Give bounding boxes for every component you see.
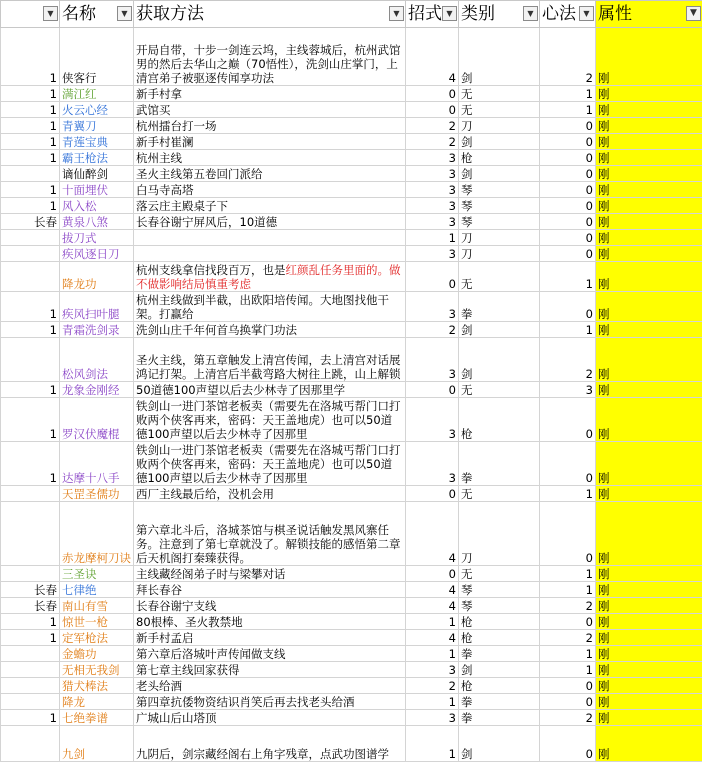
cell-col-a[interactable]: 1 <box>1 182 60 198</box>
cell-moves[interactable]: 3 <box>406 150 459 166</box>
table-row <box>1 292 702 322</box>
cell-method[interactable]: 西厂主线最后给，没机会用 <box>134 486 406 502</box>
cell-name[interactable]: 金蟾功 <box>60 646 134 662</box>
table-row <box>1 630 702 646</box>
cell-col-a[interactable]: 1 <box>1 102 60 118</box>
cell-moves[interactable]: 3 <box>406 710 459 726</box>
cell-heart[interactable]: 0 <box>540 166 596 182</box>
cell-method[interactable]: 武馆买 <box>134 102 406 118</box>
table-row <box>1 614 702 630</box>
table-row <box>1 262 702 292</box>
cell-attr[interactable]: 刚 <box>596 694 702 710</box>
cell-heart[interactable]: 0 <box>540 182 596 198</box>
cell-col-a[interactable] <box>1 726 60 762</box>
cell-heart[interactable]: 1 <box>540 582 596 598</box>
cell-heart[interactable]: 2 <box>540 710 596 726</box>
cell-col-a[interactable]: 长春 <box>1 582 60 598</box>
cell-heart[interactable]: 2 <box>540 598 596 614</box>
cell-col-a[interactable] <box>1 694 60 710</box>
cell-name[interactable]: 七律绝 <box>60 582 134 598</box>
cell-attr[interactable]: 刚 <box>596 630 702 646</box>
filter-dropdown-icon[interactable]: ▼ <box>442 6 457 21</box>
table-row <box>1 230 702 246</box>
cell-attr[interactable]: 刚 <box>596 614 702 630</box>
cell-method[interactable] <box>134 246 406 262</box>
cell-attr[interactable]: 刚 <box>596 166 702 182</box>
cell-name[interactable]: 七绝拳谱 <box>60 710 134 726</box>
cell-heart[interactable]: 2 <box>540 28 596 86</box>
cell-category[interactable]: 拳 <box>459 710 540 726</box>
cell-method[interactable]: 长春谷谢宁屏风后，10道德 <box>134 214 406 230</box>
cell-category[interactable]: 枪 <box>459 150 540 166</box>
cell-heart[interactable]: 1 <box>540 86 596 102</box>
filter-dropdown-icon[interactable]: ▼ <box>43 6 58 21</box>
cell-category[interactable]: 刀 <box>459 502 540 566</box>
cell-method[interactable]: 老头给酒 <box>134 678 406 694</box>
cell-method[interactable]: 新手村孟启 <box>134 630 406 646</box>
cell-method[interactable]: 长春谷谢宁支线 <box>134 598 406 614</box>
cell-col-a[interactable] <box>1 262 60 292</box>
cell-attr[interactable]: 刚 <box>596 230 702 246</box>
cell-col-a[interactable]: 1 <box>1 86 60 102</box>
cell-attr[interactable]: 刚 <box>596 726 702 762</box>
column-header-attr[interactable] <box>596 1 702 28</box>
cell-category[interactable]: 刀 <box>459 230 540 246</box>
cell-col-a[interactable]: 1 <box>1 442 60 486</box>
cell-method[interactable] <box>134 230 406 246</box>
cell-category[interactable]: 刀 <box>459 246 540 262</box>
cell-moves[interactable]: 1 <box>406 230 459 246</box>
column-header-label: 招式 <box>408 4 442 24</box>
cell-name[interactable]: 青翼刀 <box>60 118 134 134</box>
table-row <box>1 582 702 598</box>
cell-name[interactable]: 天罡圣儒功 <box>60 486 134 502</box>
cell-moves[interactable]: 3 <box>406 338 459 382</box>
cell-name[interactable]: 龙象金刚经 <box>60 382 134 398</box>
cell-attr[interactable]: 刚 <box>596 322 702 338</box>
table-row <box>1 28 702 86</box>
cell-method[interactable]: 50道德100声望以后去少林寺了因那里学 <box>134 382 406 398</box>
filter-dropdown-icon[interactable]: ▼ <box>523 6 538 21</box>
filter-dropdown-icon[interactable]: ▼ <box>389 6 404 21</box>
cell-category[interactable]: 拳 <box>459 646 540 662</box>
table-row <box>1 322 702 338</box>
cell-category[interactable]: 拳 <box>459 292 540 322</box>
table-row <box>1 118 702 134</box>
cell-method[interactable]: 第七章主线回家获得 <box>134 662 406 678</box>
cell-attr[interactable]: 刚 <box>596 566 702 582</box>
cell-name[interactable]: 霸王枪法 <box>60 150 134 166</box>
table-row <box>1 662 702 678</box>
cell-moves[interactable]: 4 <box>406 582 459 598</box>
cell-method[interactable]: 主线藏经阁弟子时与梁攀对话 <box>134 566 406 582</box>
cell-attr[interactable]: 刚 <box>596 292 702 322</box>
cell-method[interactable]: 拜长春谷 <box>134 582 406 598</box>
cell-category[interactable]: 剑 <box>459 134 540 150</box>
cell-moves[interactable]: 3 <box>406 662 459 678</box>
cell-attr[interactable]: 刚 <box>596 198 702 214</box>
column-header-method[interactable] <box>134 1 406 28</box>
cell-col-a[interactable] <box>1 246 60 262</box>
cell-col-a[interactable]: 1 <box>1 322 60 338</box>
cell-category[interactable]: 剑 <box>459 322 540 338</box>
cell-moves[interactable]: 3 <box>406 292 459 322</box>
cell-attr[interactable]: 刚 <box>596 502 702 566</box>
table-row <box>1 486 702 502</box>
cell-name[interactable]: 火云心经 <box>60 102 134 118</box>
cell-attr[interactable]: 刚 <box>596 338 702 382</box>
cell-attr[interactable]: 刚 <box>596 646 702 662</box>
table-row <box>1 694 702 710</box>
cell-category[interactable]: 拳 <box>459 442 540 486</box>
filter-dropdown-icon[interactable]: ▼ <box>117 6 132 21</box>
cell-heart[interactable]: 0 <box>540 150 596 166</box>
table-body <box>1 28 702 762</box>
cell-col-a[interactable]: 长春 <box>1 598 60 614</box>
column-header-label: 属性 <box>598 4 632 24</box>
table-row <box>1 166 702 182</box>
cell-col-a[interactable] <box>1 230 60 246</box>
cell-attr[interactable]: 刚 <box>596 182 702 198</box>
cell-category[interactable]: 刀 <box>459 118 540 134</box>
cell-category[interactable]: 枪 <box>459 614 540 630</box>
cell-name[interactable]: 达摩十八手 <box>60 442 134 486</box>
cell-category[interactable]: 琴 <box>459 214 540 230</box>
table-row <box>1 502 702 566</box>
cell-category[interactable]: 琴 <box>459 182 540 198</box>
cell-attr[interactable]: 刚 <box>596 662 702 678</box>
cell-heart[interactable]: 1 <box>540 566 596 582</box>
cell-category[interactable]: 枪 <box>459 630 540 646</box>
cell-name[interactable]: 青霜洗剑录 <box>60 322 134 338</box>
cell-moves[interactable]: 3 <box>406 198 459 214</box>
cell-moves[interactable]: 3 <box>406 182 459 198</box>
cell-heart[interactable]: 0 <box>540 134 596 150</box>
cell-method[interactable]: 80根棒、圣火教禁地 <box>134 614 406 630</box>
cell-method[interactable]: 杭州主线做到半截，出欧阳培传闻。大地图找他干架。打赢给 <box>134 292 406 322</box>
cell-attr[interactable]: 刚 <box>596 86 702 102</box>
table-row <box>1 134 702 150</box>
column-header-label: 类别 <box>461 4 495 24</box>
cell-heart[interactable]: 0 <box>540 398 596 442</box>
cell-attr[interactable]: 刚 <box>596 582 702 598</box>
column-header-heart[interactable] <box>540 1 596 28</box>
cell-col-a[interactable] <box>1 486 60 502</box>
cell-attr[interactable]: 刚 <box>596 442 702 486</box>
cell-col-a[interactable] <box>1 166 60 182</box>
cell-attr[interactable]: 刚 <box>596 246 702 262</box>
cell-col-a[interactable]: 1 <box>1 150 60 166</box>
cell-method[interactable]: 圣火主线，第五章触发上清宫传闻，去上清宫对话展鸿记打架。上清宫后半截弯路大树往上跳，山上解锁 <box>134 338 406 382</box>
cell-category[interactable]: 无 <box>459 86 540 102</box>
cell-name[interactable]: 黄泉八煞 <box>60 214 134 230</box>
cell-method[interactable]: 圣火主线第五卷回门派给 <box>134 166 406 182</box>
cell-method[interactable]: 铁剑山一进门茶馆老板卖（需要先在洛城丐帮门口打败两个侠客再来，密码：天王盖地虎）也可以50道德100声望以后去少林寺了因那里 <box>134 398 406 442</box>
cell-heart[interactable]: 0 <box>540 678 596 694</box>
cell-attr[interactable]: 刚 <box>596 102 702 118</box>
cell-method[interactable]: 新手村拿 <box>134 86 406 102</box>
cell-attr[interactable]: 刚 <box>596 382 702 398</box>
cell-heart[interactable]: 0 <box>540 694 596 710</box>
cell-col-a[interactable]: 1 <box>1 614 60 630</box>
cell-attr[interactable]: 刚 <box>596 134 702 150</box>
cell-moves[interactable]: 4 <box>406 598 459 614</box>
table-row <box>1 150 702 166</box>
table-row <box>1 398 702 442</box>
cell-moves[interactable]: 0 <box>406 102 459 118</box>
cell-moves[interactable]: 1 <box>406 726 459 762</box>
cell-name[interactable]: 疾风逐日刀 <box>60 246 134 262</box>
cell-category[interactable]: 枪 <box>459 398 540 442</box>
cell-heart[interactable]: 1 <box>540 102 596 118</box>
cell-name[interactable]: 三圣诀 <box>60 566 134 582</box>
method-text-part: 杭州支线拿信找段百万，也是 <box>136 263 286 277</box>
cell-name[interactable]: 九剑 <box>60 726 134 762</box>
filter-active-icon[interactable]: ▼ <box>686 6 701 21</box>
cell-method[interactable]: 第六章后洛城叶声传闻做支线 <box>134 646 406 662</box>
cell-moves[interactable]: 3 <box>406 166 459 182</box>
cell-category[interactable]: 无 <box>459 566 540 582</box>
table-row <box>1 102 702 118</box>
cell-col-a[interactable]: 1 <box>1 710 60 726</box>
table-row <box>1 566 702 582</box>
cell-heart[interactable]: 0 <box>540 118 596 134</box>
cell-col-a[interactable] <box>1 566 60 582</box>
cell-name[interactable]: 侠客行 <box>60 28 134 86</box>
cell-attr[interactable]: 刚 <box>596 486 702 502</box>
cell-method[interactable]: 新手村崔澜 <box>134 134 406 150</box>
cell-method[interactable] <box>134 262 406 292</box>
table-row <box>1 442 702 486</box>
cell-heart[interactable]: 0 <box>540 442 596 486</box>
cell-col-a[interactable] <box>1 678 60 694</box>
cell-method[interactable]: 开局自带，十步一剑连云坞，主线蓉城后，杭州武馆男的然后去华山之巅（70悟性），洗剑山庄掌门，上清宫弟子被驱逐传闻享功法 <box>134 28 406 86</box>
cell-category[interactable]: 拳 <box>459 694 540 710</box>
cell-moves[interactable]: 1 <box>406 646 459 662</box>
cell-heart[interactable]: 1 <box>540 322 596 338</box>
cell-moves[interactable]: 3 <box>406 214 459 230</box>
cell-moves[interactable]: 0 <box>406 86 459 102</box>
cell-moves[interactable]: 4 <box>406 502 459 566</box>
cell-col-a[interactable] <box>1 502 60 566</box>
cell-moves[interactable]: 2 <box>406 118 459 134</box>
cell-method[interactable]: 杭州擂台打一场 <box>134 118 406 134</box>
cell-method[interactable]: 第四章抗倭物资结识肖笑后再去找老头给酒 <box>134 694 406 710</box>
cell-name[interactable]: 谪仙醉剑 <box>60 166 134 182</box>
cell-method[interactable]: 洗剑山庄千年何首乌换掌门功法 <box>134 322 406 338</box>
cell-attr[interactable]: 刚 <box>596 262 702 292</box>
cell-heart[interactable]: 1 <box>540 486 596 502</box>
cell-moves[interactable]: 2 <box>406 322 459 338</box>
header-row <box>1 1 702 28</box>
column-header-label: 名称 <box>62 4 96 24</box>
cell-col-a[interactable]: 1 <box>1 118 60 134</box>
cell-col-a[interactable]: 1 <box>1 382 60 398</box>
cell-name[interactable]: 猎犬棒法 <box>60 678 134 694</box>
cell-heart[interactable]: 1 <box>540 646 596 662</box>
cell-category[interactable]: 剑 <box>459 338 540 382</box>
cell-category[interactable]: 枪 <box>459 678 540 694</box>
cell-col-a[interactable] <box>1 662 60 678</box>
cell-col-a[interactable]: 1 <box>1 198 60 214</box>
filter-dropdown-icon[interactable]: ▼ <box>579 6 594 21</box>
column-header-col_a[interactable] <box>1 1 60 28</box>
cell-col-a[interactable]: 1 <box>1 630 60 646</box>
cell-category[interactable]: 琴 <box>459 582 540 598</box>
cell-col-a[interactable]: 1 <box>1 398 60 442</box>
method-text-part: 红颜乱任务里面的。做不做影响结局慎重考虑 <box>136 263 401 291</box>
table-row <box>1 246 702 262</box>
cell-name[interactable]: 无相无我剑 <box>60 662 134 678</box>
cell-method[interactable]: 九阴后，剑宗藏经阁右上角字残章，点武功图谱学 <box>134 726 406 762</box>
cell-name[interactable]: 惊世一枪 <box>60 614 134 630</box>
cell-moves[interactable]: 1 <box>406 614 459 630</box>
column-header-category[interactable] <box>459 1 540 28</box>
cell-name[interactable]: 罗汉伏魔棍 <box>60 398 134 442</box>
cell-method[interactable]: 白马寺高塔 <box>134 182 406 198</box>
cell-heart[interactable]: 2 <box>540 630 596 646</box>
cell-moves[interactable]: 0 <box>406 262 459 292</box>
table-row <box>1 338 702 382</box>
cell-col-a[interactable]: 1 <box>1 292 60 322</box>
cell-method[interactable]: 第六章北斗后，洛城茶馆与棋圣说话触发黑风寨任务。注意到了第七章就没了。解锁技能的感悟第二章后天机阁打秦臻获得。 <box>134 502 406 566</box>
cell-attr[interactable]: 刚 <box>596 710 702 726</box>
cell-name[interactable]: 青莲宝典 <box>60 134 134 150</box>
cell-method[interactable]: 广城山后山塔顶 <box>134 710 406 726</box>
column-header-label: 获取方法 <box>136 4 204 24</box>
cell-col-a[interactable]: 长春 <box>1 214 60 230</box>
cell-category[interactable]: 无 <box>459 382 540 398</box>
table-row <box>1 726 702 762</box>
cell-moves[interactable]: 3 <box>406 398 459 442</box>
cell-heart[interactable]: 1 <box>540 662 596 678</box>
cell-moves[interactable]: 3 <box>406 442 459 486</box>
cell-heart[interactable]: 2 <box>540 338 596 382</box>
cell-name[interactable]: 满江红 <box>60 86 134 102</box>
cell-category[interactable]: 剑 <box>459 662 540 678</box>
cell-name[interactable]: 十面埋伏 <box>60 182 134 198</box>
table-row <box>1 710 702 726</box>
cell-name[interactable]: 松风剑法 <box>60 338 134 382</box>
cell-name[interactable]: 降龙 <box>60 694 134 710</box>
cell-attr[interactable]: 刚 <box>596 398 702 442</box>
table-row <box>1 598 702 614</box>
cell-heart[interactable]: 3 <box>540 382 596 398</box>
cell-heart[interactable]: 0 <box>540 230 596 246</box>
column-header-name[interactable] <box>60 1 134 28</box>
cell-moves[interactable]: 1 <box>406 694 459 710</box>
cell-moves[interactable]: 2 <box>406 678 459 694</box>
cell-heart[interactable]: 0 <box>540 502 596 566</box>
cell-moves[interactable]: 0 <box>406 382 459 398</box>
cell-category[interactable]: 琴 <box>459 198 540 214</box>
cell-name[interactable]: 风入松 <box>60 198 134 214</box>
cell-name[interactable]: 定军枪法 <box>60 630 134 646</box>
cell-name[interactable]: 南山有雪 <box>60 598 134 614</box>
column-header-label: 心法 <box>542 4 576 24</box>
cell-attr[interactable]: 刚 <box>596 150 702 166</box>
cell-name[interactable]: 赤龙摩柯刀诀 <box>60 502 134 566</box>
cell-category[interactable]: 剑 <box>459 28 540 86</box>
column-header-moves[interactable] <box>406 1 459 28</box>
table-row <box>1 382 702 398</box>
table-row <box>1 214 702 230</box>
table-row <box>1 678 702 694</box>
cell-col-a[interactable]: 1 <box>1 134 60 150</box>
cell-col-a[interactable]: 1 <box>1 28 60 86</box>
cell-category[interactable]: 无 <box>459 486 540 502</box>
cell-method[interactable]: 铁剑山一进门茶馆老板卖（需要先在洛城丐帮门口打败两个侠客再来，密码：天王盖地虎）也可以50道德100声望以后去少林寺了因那里 <box>134 442 406 486</box>
cell-col-a[interactable] <box>1 646 60 662</box>
cell-method[interactable]: 杭州主线 <box>134 150 406 166</box>
cell-category[interactable]: 剑 <box>459 166 540 182</box>
cell-name[interactable]: 降龙功 <box>60 262 134 292</box>
cell-attr[interactable]: 刚 <box>596 28 702 86</box>
cell-col-a[interactable] <box>1 338 60 382</box>
cell-category[interactable]: 无 <box>459 102 540 118</box>
cell-heart[interactable]: 0 <box>540 292 596 322</box>
cell-moves[interactable]: 4 <box>406 630 459 646</box>
table-row <box>1 646 702 662</box>
cell-name[interactable]: 疾风扫叶腿 <box>60 292 134 322</box>
cell-heart[interactable]: 1 <box>540 262 596 292</box>
table-row <box>1 198 702 214</box>
cell-moves[interactable]: 0 <box>406 566 459 582</box>
table-row <box>1 182 702 198</box>
cell-heart[interactable]: 0 <box>540 198 596 214</box>
cell-attr[interactable]: 刚 <box>596 214 702 230</box>
cell-category[interactable]: 剑 <box>459 726 540 762</box>
cell-name[interactable]: 拔刀式 <box>60 230 134 246</box>
cell-category[interactable]: 无 <box>459 262 540 292</box>
cell-attr[interactable]: 刚 <box>596 678 702 694</box>
table-row <box>1 86 702 102</box>
cell-attr[interactable]: 刚 <box>596 598 702 614</box>
cell-moves[interactable]: 4 <box>406 28 459 86</box>
cell-method[interactable]: 落云庄主殿桌子下 <box>134 198 406 214</box>
cell-moves[interactable]: 2 <box>406 134 459 150</box>
cell-heart[interactable]: 0 <box>540 214 596 230</box>
cell-moves[interactable]: 3 <box>406 246 459 262</box>
cell-heart[interactable]: 0 <box>540 726 596 762</box>
cell-heart[interactable]: 0 <box>540 246 596 262</box>
cell-heart[interactable]: 0 <box>540 614 596 630</box>
cell-category[interactable]: 琴 <box>459 598 540 614</box>
cell-moves[interactable]: 0 <box>406 486 459 502</box>
cell-attr[interactable]: 刚 <box>596 118 702 134</box>
